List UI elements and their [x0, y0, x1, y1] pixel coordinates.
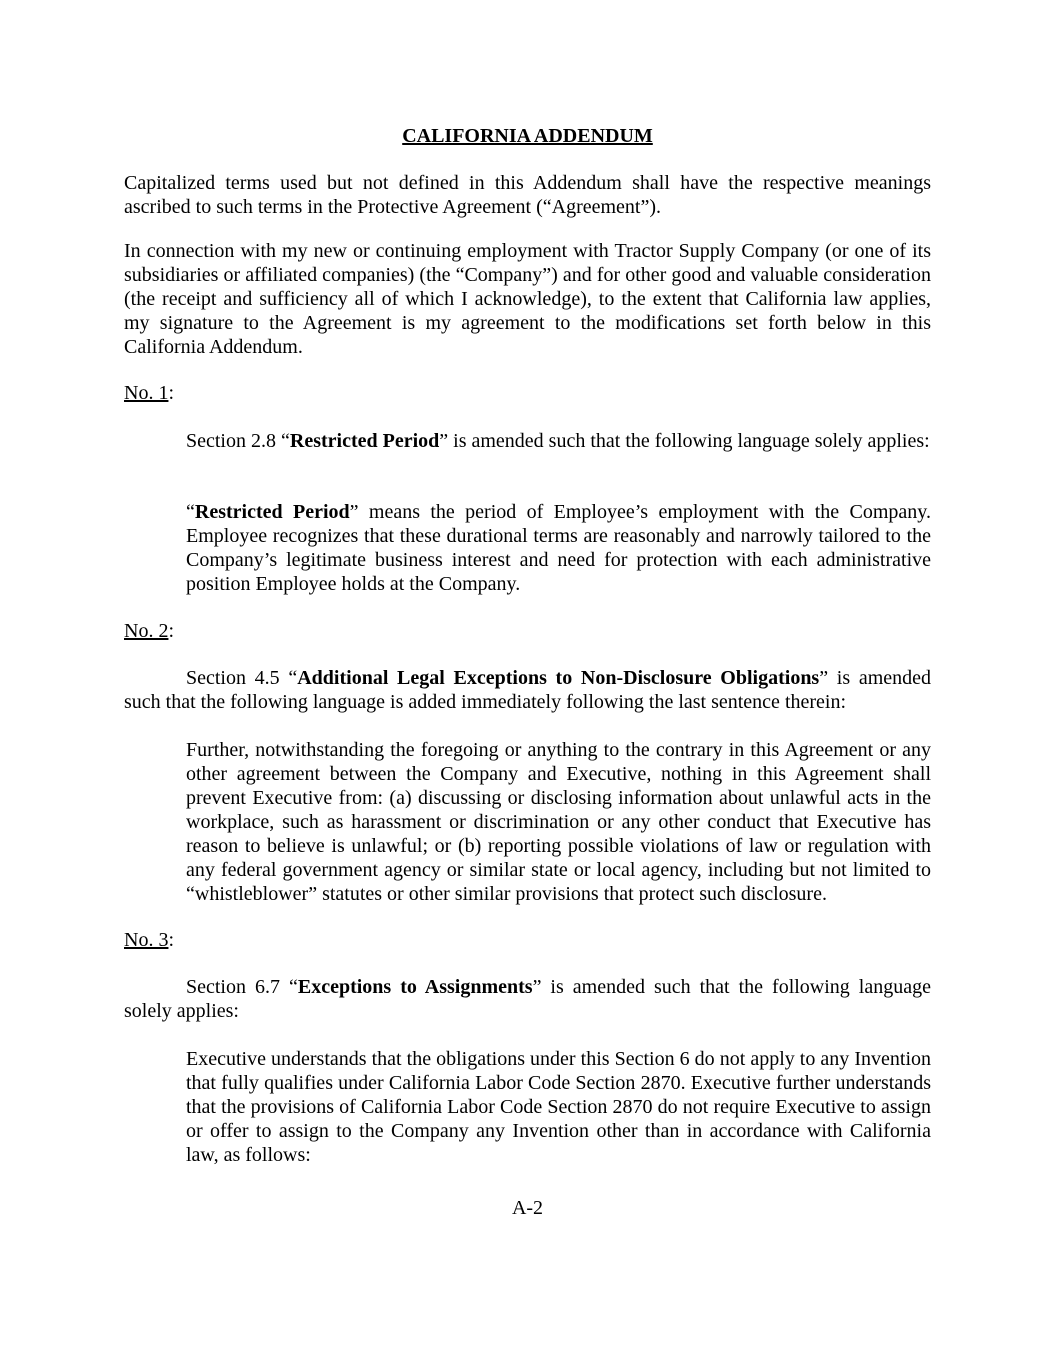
item-block-1	[186, 500, 931, 596]
item-section-3	[124, 975, 931, 1023]
intro-paragraph-1: Capitalized terms used but not defined in this Addendum shall have the respective meanings ascribed to such terms in the Protective Agreement (“Agreement”).	[124, 172, 931, 218]
item-label-1: No. 1:	[124, 382, 175, 404]
item-section-3-prefix: Section 6.7 “	[186, 976, 298, 998]
item-block-1-term: Restricted Period	[194, 501, 350, 523]
item-section-2-prefix: Section 4.5 “	[186, 667, 298, 689]
item-section-1-title: Restricted Period	[289, 430, 440, 452]
item-section-1	[124, 429, 931, 453]
item-block-3: Executive understands that the obligations under this Section 6 do not apply to any Invention that fully qualifies under California Labor Code Section 2870. Executive further understands that the provisions of California Labor Code Section 2870 do not require Executive to assign or offer to assign to the Company any Invention other than in accordance with California law, as follows:	[186, 1048, 931, 1166]
item-label-2: No. 2:	[124, 620, 175, 642]
item-block-2: Further, notwithstanding the foregoing or anything to the contrary in this Agreement or any other agreement between the Company and Executive, nothing in this Agreement shall prevent Executive from: (a) discussing or disclosing information about unlawful acts in the workplace, such as harassment or discrimination or any other conduct that Executive has reason to believe is unlawful; or (b) reporting possible violations of law or regulation with any federal government agency or similar state or local agency, including but not limited to “whistleblower” statutes or other similar provisions that protect such disclosure.	[186, 739, 931, 905]
item-label-1-text: No. 1	[124, 382, 169, 404]
item-block-1-prefix: “	[186, 501, 195, 523]
page-title: CALIFORNIA ADDENDUM	[402, 125, 653, 147]
item-block-1-text: ” means the period of Employee’s employment with the Company. Employee recognizes that these durational terms are reasonably and narrowly tailored to the Company’s legitimate business interest and need for protection with each administrative position Employee holds at the Company.	[186, 501, 932, 595]
item-section-2	[124, 666, 931, 714]
item-section-3-title: Exceptions to Assignments	[297, 976, 533, 998]
item-section-2-title: Additional Legal Exceptions to Non-Disclosure Obligations	[297, 667, 820, 689]
item-section-3-suffix: ” is amended such that the following language solely applies:	[124, 976, 931, 1022]
intro-paragraph-2: In connection with my new or continuing employment with Tractor Supply Company (or one of its subsidiaries or affiliated companies) (the “Company”) and for other good and valuable consideration (the receipt and sufficiency all of which I acknowledge), to the extent that California law applies, my signature to the Agreement is my agreement to the modifications set forth below in this California Addendum.	[124, 240, 931, 358]
item-label-3-text: No. 3	[124, 929, 169, 951]
item-section-2-suffix: ” is amended such that the following language is added immediately following the last sentence therein:	[124, 667, 932, 713]
page-number: A-2	[511, 1197, 544, 1219]
item-label-2-text: No. 2	[124, 620, 169, 642]
item-label-3: No. 3:	[124, 929, 175, 951]
item-section-1-suffix: ” is amended such that the following language solely applies:	[439, 430, 930, 452]
item-section-1-prefix: Section 2.8 “	[186, 430, 290, 452]
